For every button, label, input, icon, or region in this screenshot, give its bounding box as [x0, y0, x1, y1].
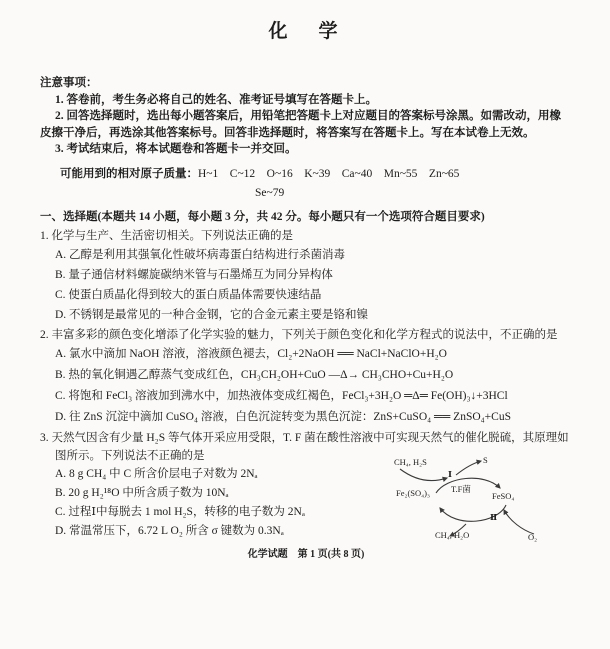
option-c: C. 过程Ⅰ中每脱去 1 mol H₂S，转移的电子数为 2Nₐ	[55, 505, 306, 518]
option-a: A. 乙醇是利用其强氧化性破坏病毒蛋白结构进行杀菌消毒	[55, 248, 346, 261]
atomic-masses-label: 可能用到的相对原子质量：	[60, 167, 198, 180]
atomic-masses-values-2: Se~79	[255, 186, 285, 199]
question-options	[40, 245, 572, 325]
option-b: B. 热的氧化铜遇乙醇蒸气变成红色，CH₃CH₂OH+CuO —Δ→ CH₃CHO+Cu+H₂O	[55, 368, 454, 381]
cycle-output-sulfur: S	[483, 454, 488, 465]
option-b: B. 量子通信材料螺旋碳纳米管与石墨烯互为同分异构体	[55, 268, 333, 281]
atomic-masses-values: H~1 C~12 O~16 K~39 Ca~40 Mn~55 Zn~65	[198, 167, 460, 180]
cycle-output-gas: CH₄, H₂O	[435, 529, 470, 540]
question-options	[40, 344, 572, 428]
cycle-input-oxygen: O₂	[528, 531, 538, 542]
atomic-masses-line	[40, 165, 572, 184]
atomic-masses-section	[40, 165, 572, 203]
option-a: A. 氯水中滴加 NaOH 溶液，溶液颜色褪去，Cl₂+2NaOH ══ NaCl+NaClO+H₂O	[55, 347, 447, 360]
option-d: D. 常温常压下，6.72 L O₂ 所含 σ 键数为 0.3Nₐ	[55, 524, 284, 537]
cycle-step-2-label: Ⅱ	[490, 511, 498, 522]
page-footer: 化学试题 第 1 页(共 8 页)	[247, 548, 365, 560]
question-stem: 1. 化学与生产、生活密切相关。下列说法正确的是	[40, 229, 293, 242]
option-a: A. 8 g CH₄ 中 C 所含价层电子对数为 2Nₐ	[55, 467, 258, 480]
notices-section	[40, 75, 572, 158]
option-c: C. 使蛋白质晶化得到较大的蛋白质晶体需要快速结晶	[55, 288, 322, 301]
section-heading: 一、选择题(本题共 14 小题，每小题 3 分，共 42 分。每小题只有一个选项符合题目要求)	[40, 210, 485, 223]
notices-heading: 注意事项：	[40, 77, 98, 89]
cycle-ferrous-sulfate: FeSO₄	[492, 490, 515, 501]
question-1	[40, 227, 572, 325]
question-3	[40, 429, 572, 541]
option-d: D. 往 ZnS 沉淀中滴加 CuSO₄ 溶液，白色沉淀转变为黑色沉淀：ZnS+CuSO₄ ══ ZnSO₄+CuS	[55, 410, 511, 423]
cycle-arrows-icon	[388, 455, 566, 547]
question-stem: 3. 天然气因含有少量 H₂S 等气体开采应用受限，T. F 菌在酸性溶液中可实现天然气的催化脱硫，其原理如图所示。下列说法不正确的是	[40, 431, 569, 462]
question-stem: 2. 丰富多彩的颜色变化增添了化学实验的魅力，下列关于颜色变化和化学方程式的说法中，不正确的是	[40, 328, 558, 341]
page-title: 化 学	[268, 21, 344, 42]
question-2	[40, 326, 572, 428]
notice-item-3: 3. 考试结束后，将本试题卷和答题卡一并交回。	[55, 143, 297, 155]
catalytic-cycle-diagram	[388, 455, 566, 547]
cycle-ferric-sulfate: Fe₂(SO₄)₃	[396, 487, 430, 498]
cycle-input-gas: CH₄, H₂S	[394, 456, 427, 467]
notice-item-1: 1. 答卷前，考生务必将自己的姓名、准考证号填写在答题卡上。	[55, 93, 377, 106]
option-c: C. 将饱和 FeCl₃ 溶液加到沸水中，加热液体变成红褐色，FeCl₃+3H₂O ═Δ═ Fe(OH)₃↓+3HCl	[55, 389, 508, 402]
cycle-bacteria-label: T.F菌	[451, 483, 471, 494]
notice-item-2: 2. 回答选择题时，选出每小题答案后，用铅笔把答题卡上对应题目的答案标号涂黑。如需改动，用橡皮擦干净后，再选涂其他答案标号。回答非选择题时，将答案写在答题卡上。写在本试卷上无效。	[40, 110, 561, 139]
option-b: B. 20 g H₂¹⁸O 中所含质子数为 10Nₐ	[55, 486, 229, 499]
cycle-step-1-label: Ⅰ	[448, 468, 452, 479]
option-d: D. 不锈钢是最常见的一种合金钢，它的合金元素主要是铬和镍	[55, 308, 369, 321]
